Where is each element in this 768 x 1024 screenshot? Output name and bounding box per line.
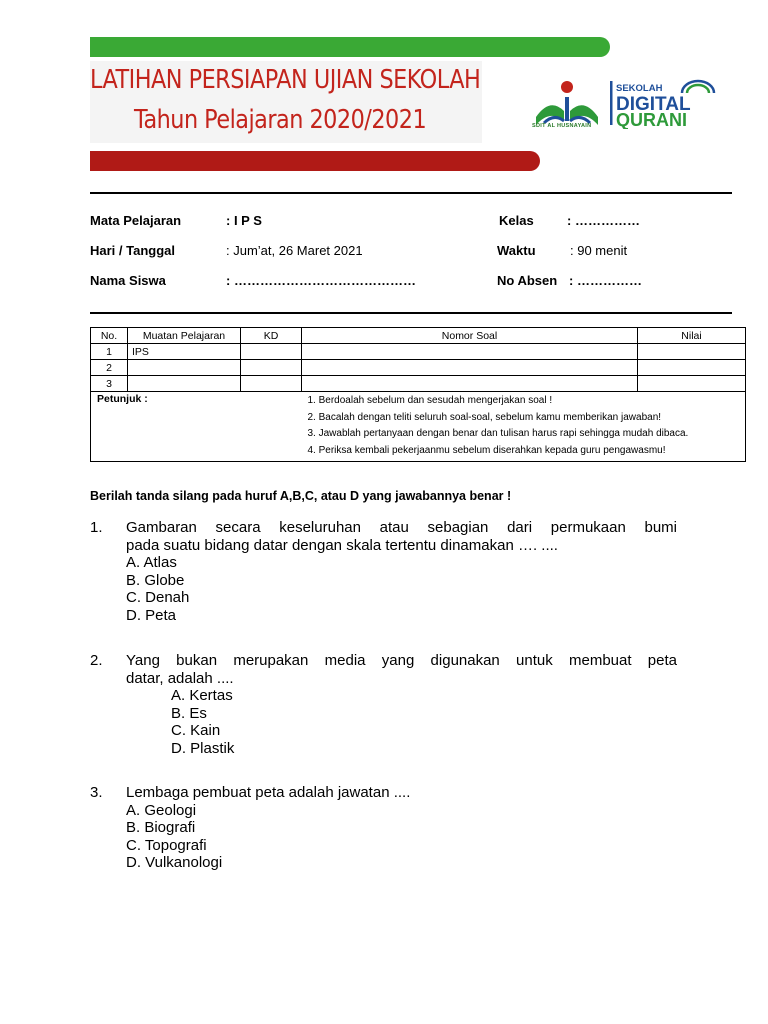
table-cell-muatan: IPS [128,344,241,360]
table-cell-nilai [638,376,746,392]
table-cell-muatan [128,376,241,392]
answer-option-d[interactable]: D. Vulkanologi [126,854,223,871]
table-cell-nomor-soal [302,360,638,376]
school-logo-caption: SDIT AL HUSNAYAIN [532,123,592,129]
petunjuk-row [91,392,746,462]
answer-option-c[interactable]: C. Kain [171,722,221,739]
question-text-line: pada suatu bidang datar dengan skala tertentu dinamakan …. .... [126,536,558,554]
column-header-no: No. [91,328,128,344]
label-mata-pelajaran: Mata Pelajaran [90,213,182,228]
table-row [91,376,746,392]
question-text-line: Lembaga pembuat peta adalah jawatan .... [126,784,411,801]
question-number: 2. [90,652,103,669]
question-number: 3. [90,784,103,801]
table-row [91,344,746,360]
score-table-header [91,328,746,344]
table-cell-kd [241,360,302,376]
answer-option-b[interactable]: B. Globe [126,571,185,589]
question-text [126,652,677,687]
table-cell-kd [241,344,302,360]
answer-option-d[interactable]: D. Plastik [171,739,235,757]
answer-options [126,554,189,624]
table-cell-muatan [128,360,241,376]
question-text-line: Gambaran secara keseluruhan atau sebagian dari permukaan bumi [126,519,677,536]
petunjuk-cell [91,392,302,462]
label-waktu: Waktu [497,243,536,258]
logo-word-qurani: QURANI [616,110,687,129]
column-header-muatan: Muatan Pelajaran [128,328,241,344]
answer-option-a[interactable]: A. Atlas [126,554,177,571]
value-mata-pelajaran: : I P S [226,213,262,228]
petunjuk-item: 2. Bacalah dengan teliti seluruh soal-soal, sebelum kamu memberikan jawaban! [307,411,662,423]
header-divider-bottom [90,312,732,314]
petunjuk-item: 1. Berdoalah sebelum dan sesudah mengerjakan soal ! [307,395,553,406]
banner-title: LATIHAN PERSIAPAN UJIAN SEKOLAH [90,65,481,95]
answer-option-b[interactable]: B. Es [171,704,207,722]
answer-option-c[interactable]: C. Topografi [126,836,207,854]
petunjuk-item: 4. Periksa kembali pekerjaanmu sebelum diserahkan kepada guru pengawasmu! [307,444,666,456]
logo-word-sekolah: SEKOLAH [616,83,663,94]
question-text-line: datar, adalah .... [126,669,234,687]
value-no-absen: : …………… [569,273,642,288]
petunjuk-content [302,392,746,462]
column-header-nomor-soal: Nomor Soal [302,328,638,344]
question-number: 1. [90,519,103,536]
column-header-nilai: Nilai [638,328,746,344]
header-divider-top [90,192,732,194]
logo-word-digital: DIGITAL [616,94,691,115]
table-cell-nomor-soal [302,344,638,360]
label-kelas: Kelas [499,213,534,228]
answer-option-b[interactable]: B. Biografi [126,819,196,836]
banner-red-stripe [90,151,540,171]
question-text [126,519,677,554]
label-no-absen: No Absen [497,273,558,288]
banner-green-stripe [90,37,610,57]
table-cell-no: 2 [91,360,128,376]
petunjuk-list [308,393,742,459]
value-nama-siswa: : …………………………………… [226,273,416,288]
answer-options [126,802,222,872]
score-table [90,327,746,462]
answer-option-d[interactable]: D. Peta [126,606,177,624]
table-cell-kd [241,376,302,392]
answer-option-c[interactable]: C. Denah [126,589,190,606]
table-cell-nilai [638,360,746,376]
table-cell-nilai [638,344,746,360]
value-kelas: : …………… [567,213,640,228]
value-hari-tanggal: : Jum’at, 26 Maret 2021 [226,243,363,258]
table-row [91,360,746,376]
question-text-line: Yang bukan merupakan media yang digunakan untuk membuat peta [126,652,677,669]
answer-options [171,687,234,757]
table-cell-no: 3 [91,376,128,392]
table-cell-nomor-soal [302,376,638,392]
answer-option-a[interactable]: A. Geologi [126,801,197,819]
question-text [126,784,677,802]
petunjuk-item: 3. Jawablah pertanyaan dengan benar dan tulisan harus rapi sehingga mudah dibaca. [307,428,689,439]
label-hari-tanggal: Hari / Tanggal [90,243,175,258]
table-cell-no: 1 [91,344,128,360]
banner-subtitle: Tahun Pelajaran 2020/2021 [134,105,427,135]
answer-option-a[interactable]: A. Kertas [171,687,233,704]
petunjuk-label: Petunjuk : [97,393,148,405]
header-banner [90,27,726,179]
column-header-kd: KD [241,328,302,344]
school-logo-icon [530,77,604,139]
label-nama-siswa: Nama Siswa [90,273,166,288]
value-waktu: : 90 menit [570,243,628,258]
digital-qurani-logo-icon [610,79,720,129]
answer-instruction: Berilah tanda silang pada huruf A,B,C, atau D yang jawabannya benar ! [90,489,512,503]
